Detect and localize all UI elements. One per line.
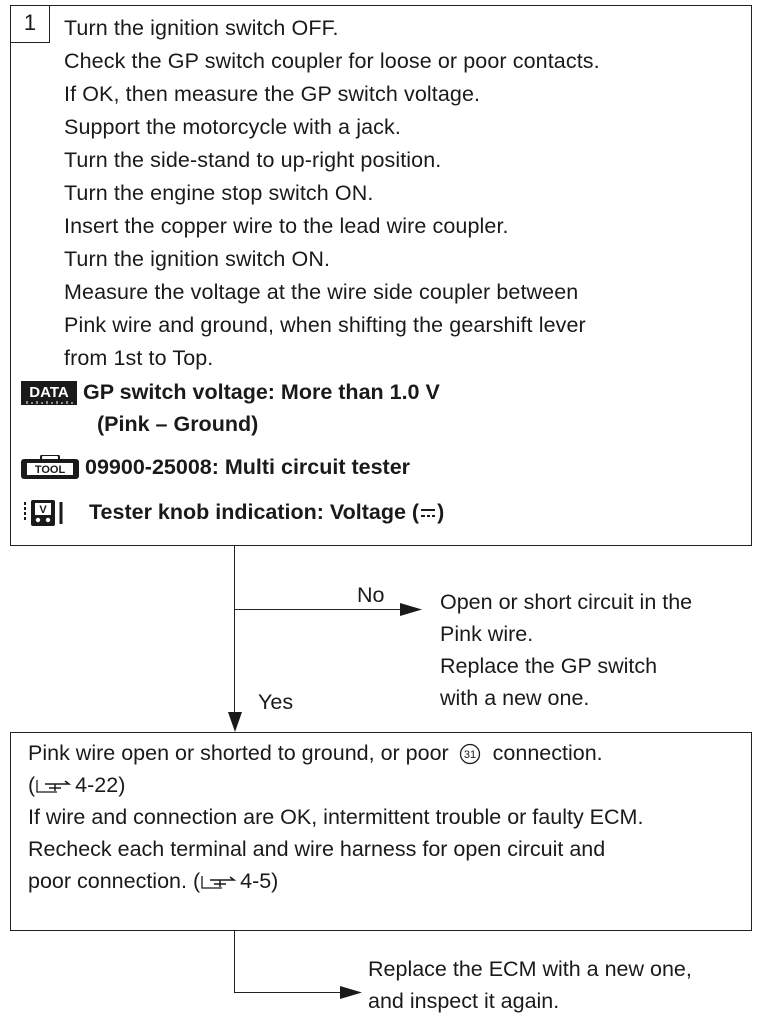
no-result-line: with a new one. <box>440 686 590 710</box>
tester-icon <box>21 498 67 528</box>
no-result-line: Replace the GP switch <box>440 654 658 678</box>
svg-text:DATA: DATA <box>29 384 69 401</box>
no-result-line: Pink wire. <box>440 622 534 646</box>
instruction-line: Turn the side-stand to up-right position. <box>64 148 442 172</box>
no-label: No <box>357 583 385 607</box>
dc-voltage-symbol <box>419 505 437 521</box>
arrow-right-icon <box>400 602 422 617</box>
step-number: 1 <box>10 5 50 43</box>
svg-text:V: V <box>39 504 47 516</box>
instruction-line: Support the motorcycle with a jack. <box>64 115 401 139</box>
arrow-right-icon <box>340 985 362 1000</box>
svg-text:31: 31 <box>463 749 476 762</box>
tool-icon <box>21 455 79 479</box>
instruction-line: If OK, then measure the GP switch voltage. <box>64 82 481 106</box>
tool-spec: 09900-25008: Multi circuit tester <box>85 455 411 479</box>
arrow-down-icon <box>227 712 243 732</box>
data-spec-value: GP switch voltage: More than 1.0 V <box>83 380 440 404</box>
flow-line-no <box>234 609 414 610</box>
svg-text:TOOL: TOOL <box>34 464 66 476</box>
step-box <box>10 5 752 546</box>
result-text: ( <box>28 773 36 797</box>
page-reference-icon[interactable] <box>200 872 240 892</box>
instruction-line: Turn the ignition switch OFF. <box>64 16 339 40</box>
flow-line-yes <box>234 546 235 722</box>
result-line: If wire and connection are OK, intermittent trouble or faulty ECM. <box>28 805 644 829</box>
no-result-line: Open or short circuit in the <box>440 590 693 614</box>
instruction-line: Pink wire and ground, when shifting the gearshift lever <box>64 313 586 337</box>
tester-spec <box>89 500 444 525</box>
terminal-number-icon <box>459 743 481 765</box>
result-line <box>28 741 603 766</box>
result-line: Recheck each terminal and wire harness for open circuit and <box>28 837 606 861</box>
instruction-line: Turn the ignition switch ON. <box>64 247 331 271</box>
instruction-line: Insert the copper wire to the lead wire coupler. <box>64 214 509 238</box>
page-reference[interactable]: 4-22) <box>75 773 126 797</box>
tester-spec-end: ) <box>437 500 445 524</box>
page-reference[interactable]: 4-5) <box>240 869 279 893</box>
data-spec-condition: (Pink – Ground) <box>97 412 259 436</box>
final-line: and inspect it again. <box>368 989 560 1013</box>
yes-label: Yes <box>258 690 294 714</box>
instruction-line: Turn the engine stop switch ON. <box>64 181 374 205</box>
instruction-line: Measure the voltage at the wire side coupler between <box>64 280 579 304</box>
flow-line-final <box>234 931 235 993</box>
result-line <box>28 869 278 894</box>
flow-line-final-h <box>234 992 352 993</box>
result-text: poor connection. ( <box>28 869 201 893</box>
result-line <box>28 773 125 798</box>
page-reference-icon[interactable] <box>35 776 75 796</box>
result-box <box>10 732 752 931</box>
final-line: Replace the ECM with a new one, <box>368 957 692 981</box>
instruction-line: Check the GP switch coupler for loose or poor contacts. <box>64 49 600 73</box>
result-text: connection. <box>492 741 603 765</box>
tester-spec-text: Tester knob indication: Voltage ( <box>89 500 420 524</box>
data-icon <box>21 381 77 405</box>
result-text: Pink wire open or shorted to ground, or poor <box>28 741 449 765</box>
instruction-line: from 1st to Top. <box>64 346 214 370</box>
